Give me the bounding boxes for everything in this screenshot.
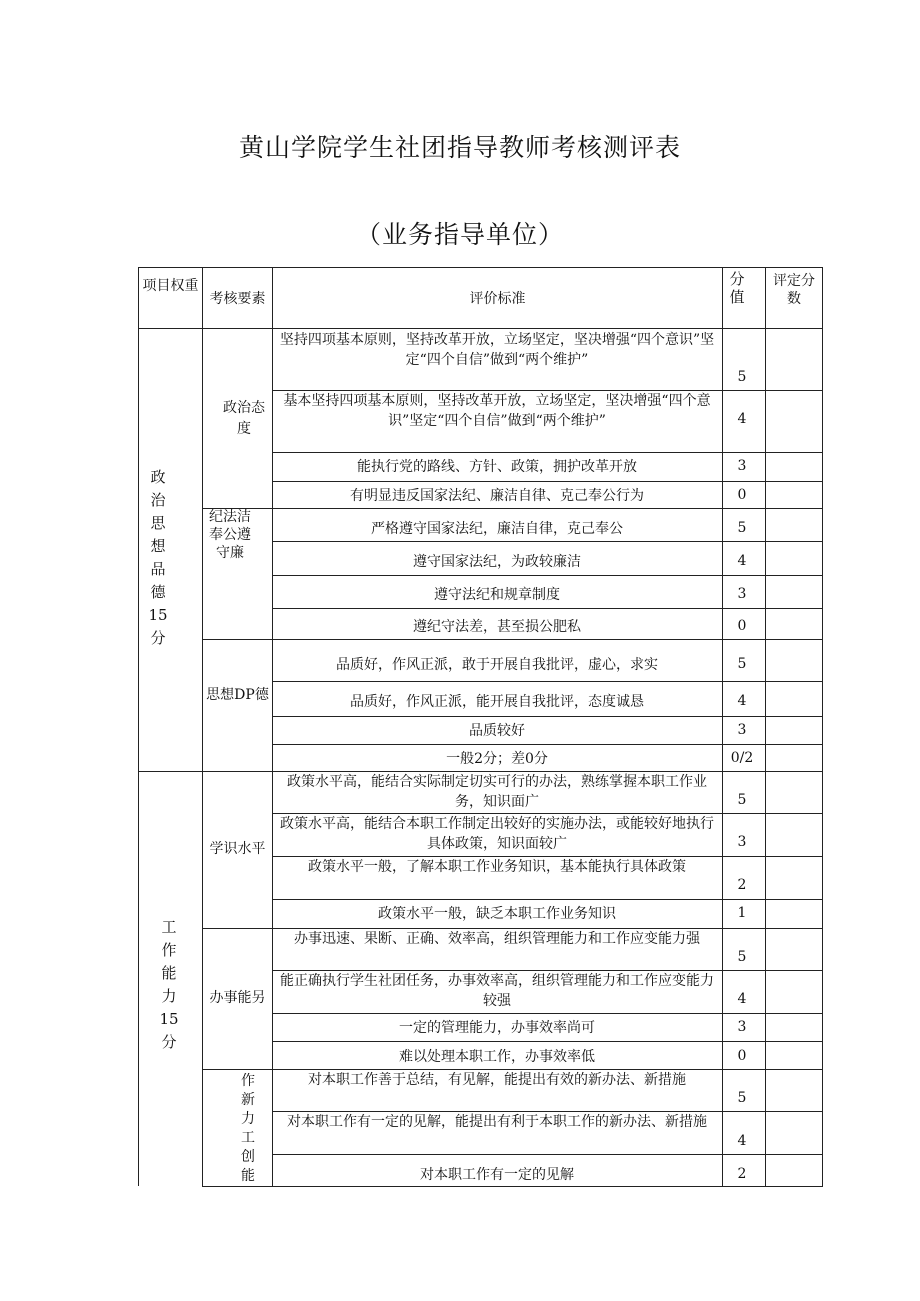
table-line [272,575,823,576]
score-cell: 4 [737,411,747,427]
table-line [202,639,823,640]
criteria-cell: 对本职工作有一定的见解 [420,1167,574,1183]
score-cell: 5 [737,792,747,808]
factor-knowledge-level: 学识水平 [209,841,266,857]
header-score-value: 分值 [729,270,745,306]
score-cell: 3 [737,586,747,602]
document-title: 黄山学院学生社团指导教师考核测评表 [238,133,681,162]
table-line [765,267,766,1186]
score-cell: 0/2 [730,750,754,766]
score-cell: 4 [737,553,747,569]
score-cell: 5 [737,520,747,536]
score-cell: 0 [737,1048,747,1064]
criteria-cell: 办事迅速、果断、正确、效率高，组织管理能力和工作应变能力强 [294,931,700,947]
score-cell: 3 [737,834,747,850]
criteria-cell: 基本坚持四项基本原则，坚持改革开放，立场坚定，坚决增强“四个意识”坚定“四个自信”做到“两个维护” [283,393,711,429]
table-line [272,1013,823,1014]
table-line [272,452,823,453]
table-line [272,267,273,1186]
factor-work-ability: 办事能另 [209,990,266,1006]
document-subtitle: （业务指导单位） [355,220,564,249]
criteria-cell: 对本职工作有一定的见解，能提出有利于本职工作的新办法、新措施 [287,1114,707,1130]
criteria-cell: 一般2分；差0分 [446,751,548,767]
criteria-cell: 难以处理本职工作，办事效率低 [399,1049,595,1065]
table-line [272,899,823,900]
score-cell: 2 [737,877,747,893]
criteria-cell: 一定的管理能力，办事效率尚可 [399,1020,595,1036]
table-line [272,681,823,682]
criteria-cell: 遵守法纪和规章制度 [434,587,560,603]
criteria-cell: 有明显违反国家法纪、廉洁自律、克己奉公行为 [350,488,644,504]
score-cell: 0 [737,487,747,503]
score-cell: 1 [737,905,747,921]
score-cell: 5 [737,949,747,965]
score-cell: 3 [737,722,747,738]
factor-law-integrity: 纪法洁奉公遵守廉 [209,509,251,561]
score-cell: 4 [737,1133,747,1149]
score-cell: 4 [737,693,747,709]
header-factors: 考核要素 [209,291,266,307]
score-cell: 3 [737,1019,747,1035]
criteria-cell: 政策水平一般，缺乏本职工作业务知识 [378,906,616,922]
criteria-cell: 品质好，作风正派，敢于开展自我批评，虚心，求实 [336,657,658,673]
criteria-cell: 政策水平高，能结合实际制定切实可行的办法，熟练掌握本职工作业务，知识面广 [287,774,707,810]
criteria-cell: 严格遵守国家法纪，廉洁自律，克己奉公 [371,521,623,537]
score-cell: 5 [737,1090,747,1106]
criteria-cell: 品质较好 [469,723,525,739]
table-line [272,608,823,609]
table-line [272,744,823,745]
table-line [202,1186,823,1187]
criteria-cell: 能正确执行学生社团任务，办事效率高，组织管理能力和工作应变能力较强 [280,973,714,1009]
criteria-cell: 遵纪守法差，甚至损公肥私 [413,619,581,635]
table-border-top [138,267,823,268]
table-border-left [138,267,139,1186]
criteria-cell: 品质好，作风正派，能开展自我批评，态度诚恳 [350,694,644,710]
score-cell: 5 [737,369,747,385]
score-cell: 4 [737,991,747,1007]
score-cell: 0 [737,618,747,634]
header-criteria: 评价标准 [469,291,526,307]
criteria-cell: 对本职工作善于总结，有见解，能提出有效的新办法、新措施 [308,1072,686,1088]
table-line [202,267,203,1186]
header-rating: 评定分数 [773,273,815,307]
table-line [272,716,823,717]
factor-moral-character: 思想DP德 [206,687,269,703]
section-label-political: 政治思想品德15分 [148,468,168,647]
table-border-right [822,267,823,1186]
table-line [202,508,823,509]
criteria-cell: 能执行党的路线、方针、政策，拥护改革开放 [357,459,637,475]
table-line [138,328,823,329]
score-cell: 2 [737,1166,747,1182]
score-cell: 5 [737,656,747,672]
criteria-cell: 坚持四项基本原则，坚持改革开放，立场坚定，坚决增强“四个意识”坚定“四个自信”做到“两个维护” [279,332,715,368]
factor-political-attitude: 政治态度 [223,400,265,437]
table-line [272,1154,823,1155]
factor-innovation: 作新力工创能 [241,1073,255,1184]
table-line [272,481,823,482]
criteria-cell: 遵守国家法纪，为政较廉洁 [413,554,581,570]
criteria-cell: 政策水平一般，了解本职工作业务知识，基本能执行具体政策 [308,859,686,875]
header-item-weight: 项目权重 [142,278,199,294]
criteria-cell: 政策水平高，能结合本职工作制定出较好的实施办法，或能较好地执行具体政策，知识面较广 [280,816,714,852]
score-cell: 3 [737,458,747,474]
table-line [272,1041,823,1042]
table-line [272,541,823,542]
section-label-ability: 工作能力15分 [159,918,179,1051]
